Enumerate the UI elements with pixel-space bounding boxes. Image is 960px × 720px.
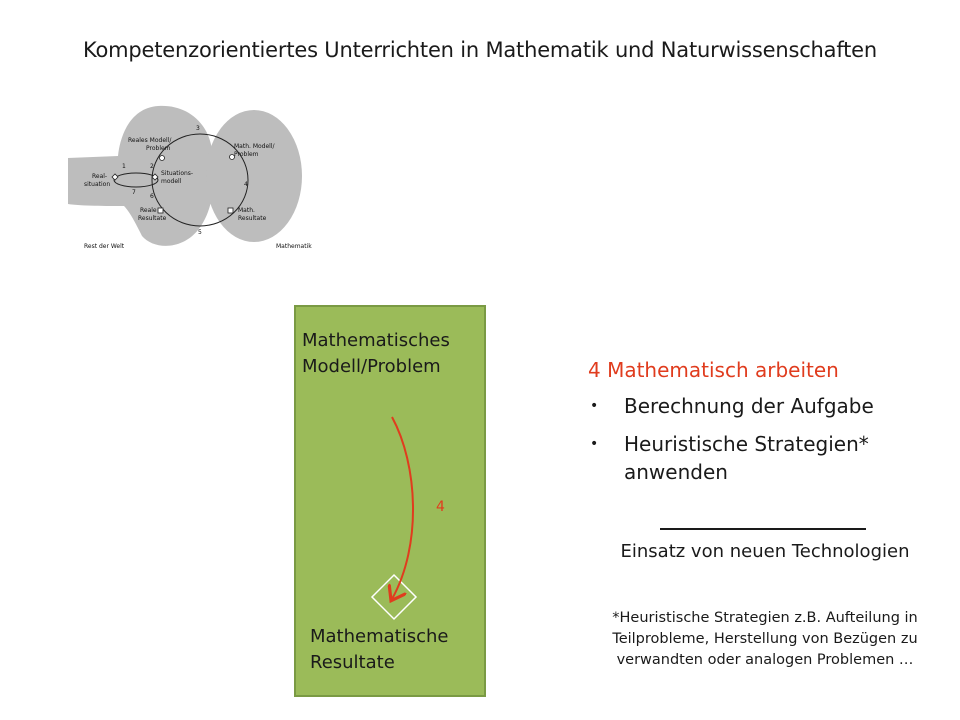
svg-text:Resultate: Resultate xyxy=(138,215,167,222)
svg-text:Situations-: Situations- xyxy=(161,170,194,177)
svg-text:Reales Modell/: Reales Modell/ xyxy=(128,137,172,144)
bullet-list xyxy=(580,392,940,486)
step-4-label: 4 xyxy=(436,499,445,515)
svg-text:6: 6 xyxy=(150,193,154,200)
bullet-dot-icon: • xyxy=(590,436,599,452)
bullet-item: • Heuristische Strategien* anwenden xyxy=(590,432,869,484)
svg-text:Math. Modell/: Math. Modell/ xyxy=(234,143,275,150)
svg-text:Rest der Welt: Rest der Welt xyxy=(84,243,125,250)
svg-text:Math.: Math. xyxy=(238,207,255,214)
svg-text:Problem: Problem xyxy=(146,145,171,152)
modelling-cycle-diagram xyxy=(58,100,328,260)
svg-text:2: 2 xyxy=(150,163,154,170)
technology-note: Einsatz von neuen Technologien xyxy=(620,541,910,562)
svg-text:Resultate: Resultate xyxy=(238,215,267,222)
bullet-item: • Berechnung der Aufgabe xyxy=(590,394,874,418)
section-content xyxy=(580,352,940,496)
bullet-dot-icon: • xyxy=(590,398,599,414)
svg-text:Problem: Problem xyxy=(234,151,259,158)
step-4-arrow xyxy=(392,417,413,599)
svg-text:4: 4 xyxy=(244,181,248,188)
svg-text:Reale: Reale xyxy=(140,207,157,214)
slide-title: Kompetenzorientiertes Unterrichten in Mathematik und Naturwissenschaften xyxy=(82,38,878,62)
divider xyxy=(660,528,866,530)
svg-text:5: 5 xyxy=(198,229,202,236)
section-heading: 4 Mathematisch arbeiten xyxy=(588,358,839,382)
svg-text:situation: situation xyxy=(84,181,111,188)
svg-text:1: 1 xyxy=(122,163,126,170)
svg-text:modell: modell xyxy=(161,178,182,185)
svg-text:Real-: Real- xyxy=(92,173,108,180)
math-model-label: Mathematisches Modell/Problem xyxy=(302,330,450,377)
svg-text:7: 7 xyxy=(132,189,136,196)
svg-text:Mathematik: Mathematik xyxy=(276,243,312,250)
footnote: *Heuristische Strategien z.B. Aufteilung in Teilprobleme, Herstellung von Bezügen zu verwandten oder analogen Problemen … xyxy=(612,610,918,668)
svg-text:3: 3 xyxy=(196,125,200,132)
math-results-label: Mathematische Resultate xyxy=(310,626,449,673)
